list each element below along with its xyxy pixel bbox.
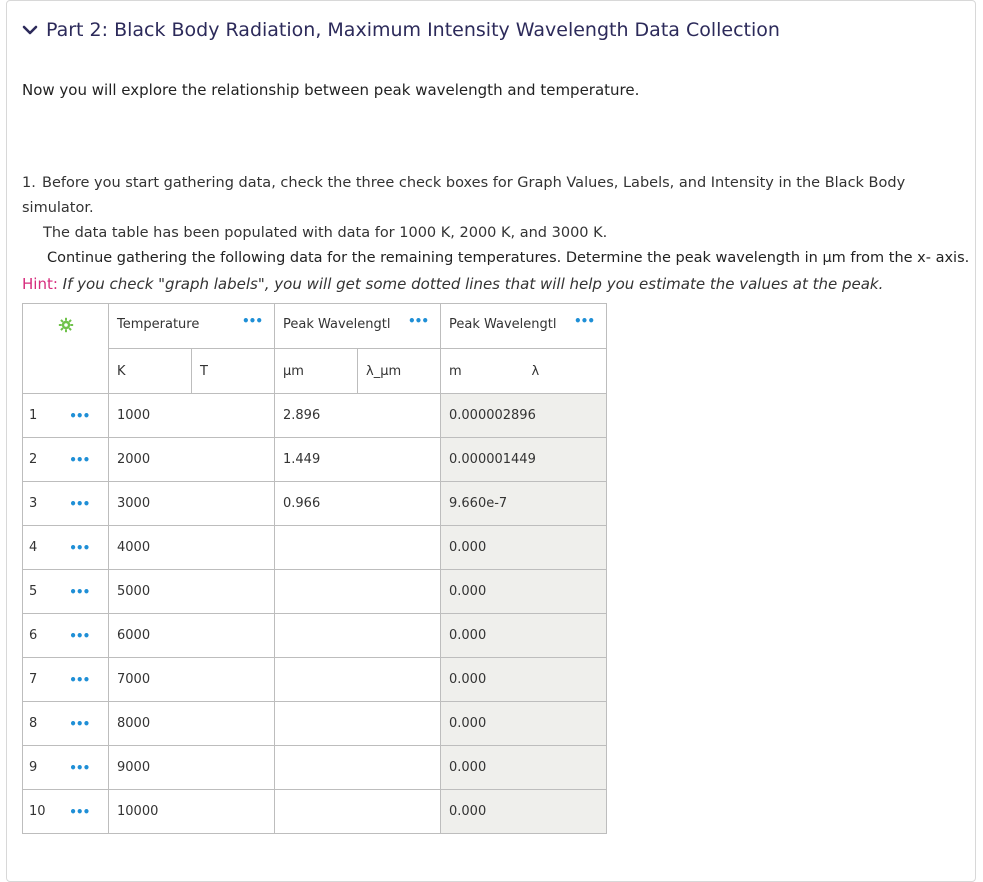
intro-text: Now you will explore the relationship between peak wavelength and temperature. [22, 81, 640, 99]
wavelength-m-cell: 0.000 [441, 790, 607, 834]
group-menu-icon[interactable]: ••• [407, 314, 428, 328]
group-title: Peak Wavelengtl [283, 317, 391, 332]
part-header[interactable] [22, 19, 780, 41]
row-index: 10 [23, 790, 51, 834]
row-index: 1 [23, 394, 51, 438]
wavelength-m-cell: 0.000 [441, 526, 607, 570]
step-line-3: Continue gathering the following data for the remaining temperatures. Determine the peak wavelength in µm from the x- axis. [47, 250, 970, 266]
row-index: 3 [23, 482, 51, 526]
temperature-cell[interactable]: 3000 [109, 482, 275, 526]
table-row [23, 702, 607, 746]
wavelength-um-cell[interactable] [275, 658, 441, 702]
row-index: 6 [23, 614, 51, 658]
group-title: Temperature [117, 317, 200, 332]
row-menu-icon[interactable]: ••• [51, 790, 109, 834]
step-line-2: The data table has been populated with data for 1000 K, 2000 K, and 3000 K. [43, 225, 608, 241]
temperature-cell[interactable]: 7000 [109, 658, 275, 702]
step-text-1: Before you start gathering data, check the three check boxes for Graph Values, Labels, and Intensity in the Black Body simulator. [22, 175, 906, 216]
hint-text: If you check "graph labels", you will get some dotted lines that will help you estimate the values at the peak. [62, 275, 884, 293]
table-row [23, 746, 607, 790]
wavelength-m-cell: 9.660e-7 [441, 482, 607, 526]
wavelength-um-cell[interactable]: 1.449 [275, 438, 441, 482]
row-menu-icon[interactable]: ••• [51, 614, 109, 658]
gear-icon[interactable] [58, 317, 74, 333]
hint [22, 275, 883, 293]
wavelength-um-cell[interactable]: 0.966 [275, 482, 441, 526]
group-title: Peak Wavelengtl [449, 317, 557, 332]
wavelength-m-cell: 0.000 [441, 702, 607, 746]
wavelength-m-cell: 0.000 [441, 614, 607, 658]
table-row [23, 570, 607, 614]
wavelength-m-cell: 0.000002896 [441, 394, 607, 438]
column-header-lambda[interactable]: λ [524, 349, 607, 394]
temperature-cell[interactable]: 1000 [109, 394, 275, 438]
temperature-cell[interactable]: 10000 [109, 790, 275, 834]
temperature-cell[interactable]: 9000 [109, 746, 275, 790]
row-index: 7 [23, 658, 51, 702]
part-title: Part 2: Black Body Radiation, Maximum Intensity Wavelength Data Collection [46, 19, 780, 41]
row-index: 5 [23, 570, 51, 614]
temperature-cell[interactable]: 8000 [109, 702, 275, 746]
row-index: 2 [23, 438, 51, 482]
column-group-temperature[interactable] [109, 304, 275, 349]
row-menu-icon[interactable]: ••• [51, 526, 109, 570]
wavelength-um-cell[interactable] [275, 570, 441, 614]
row-menu-icon[interactable]: ••• [51, 438, 109, 482]
table-row [23, 394, 607, 438]
wavelength-um-cell[interactable] [275, 746, 441, 790]
wavelength-um-cell[interactable] [275, 614, 441, 658]
wavelength-m-cell: 0.000 [441, 746, 607, 790]
column-header-k[interactable]: K [109, 349, 192, 394]
temperature-cell[interactable]: 5000 [109, 570, 275, 614]
temperature-cell[interactable]: 2000 [109, 438, 275, 482]
hint-label: Hint: [22, 275, 58, 293]
wavelength-um-cell[interactable]: 2.896 [275, 394, 441, 438]
row-index: 9 [23, 746, 51, 790]
table-row [23, 790, 607, 834]
step-number: 1. [22, 175, 36, 191]
wavelength-m-cell: 0.000001449 [441, 438, 607, 482]
row-menu-icon[interactable]: ••• [51, 570, 109, 614]
table-row [23, 438, 607, 482]
table-settings-cell[interactable] [23, 304, 109, 394]
table-row [23, 526, 607, 570]
row-menu-icon[interactable]: ••• [51, 482, 109, 526]
row-menu-icon[interactable]: ••• [51, 702, 109, 746]
wavelength-m-cell: 0.000 [441, 658, 607, 702]
step-line-1 [22, 171, 972, 221]
table-row [23, 658, 607, 702]
temperature-cell[interactable]: 4000 [109, 526, 275, 570]
wavelength-um-cell[interactable] [275, 702, 441, 746]
table-row [23, 482, 607, 526]
wavelength-um-cell[interactable] [275, 790, 441, 834]
column-header-um[interactable]: µm [275, 349, 358, 394]
row-menu-icon[interactable]: ••• [51, 658, 109, 702]
column-header-t[interactable]: T [192, 349, 275, 394]
wavelength-um-cell[interactable] [275, 526, 441, 570]
chevron-down-icon[interactable] [22, 22, 38, 38]
column-header-m[interactable]: m [441, 349, 524, 394]
column-group-peak-wavelength-um[interactable] [275, 304, 441, 349]
data-table [22, 303, 607, 834]
row-index: 4 [23, 526, 51, 570]
row-menu-icon[interactable]: ••• [51, 394, 109, 438]
row-index: 8 [23, 702, 51, 746]
column-header-lambda-um[interactable]: λ_µm [358, 349, 441, 394]
group-menu-icon[interactable]: ••• [573, 314, 594, 328]
temperature-cell[interactable]: 6000 [109, 614, 275, 658]
instructions [22, 171, 972, 271]
table-row [23, 614, 607, 658]
row-menu-icon[interactable]: ••• [51, 746, 109, 790]
wavelength-m-cell: 0.000 [441, 570, 607, 614]
group-menu-icon[interactable]: ••• [241, 314, 262, 328]
column-group-peak-wavelength-m[interactable] [441, 304, 607, 349]
